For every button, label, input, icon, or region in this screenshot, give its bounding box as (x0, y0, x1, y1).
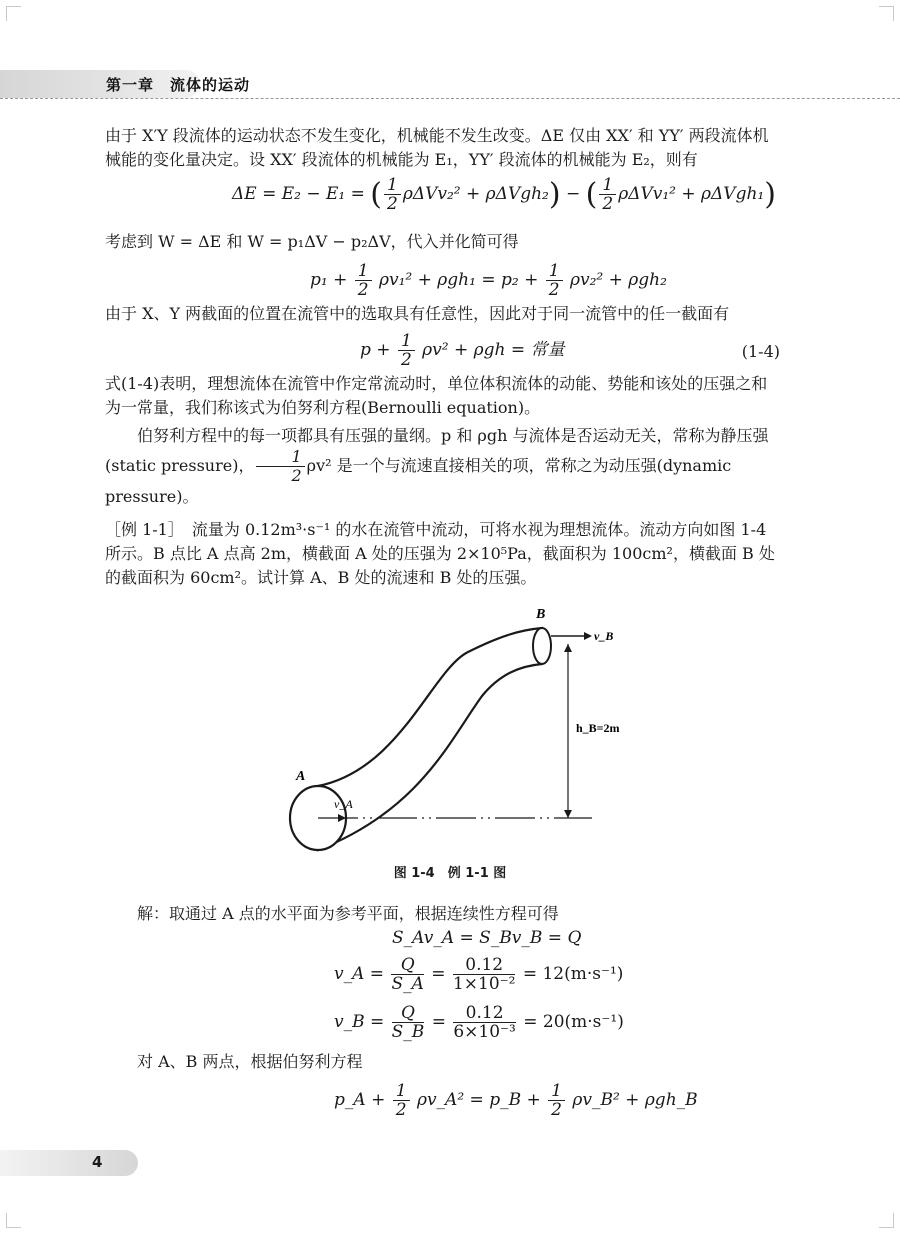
equation-bernoulli-two-sections (310, 262, 667, 299)
page-corner-mark (6, 6, 21, 21)
fraction-value-B: $\frac{0.12}{\text{6×10⁻³}}$ (453, 1003, 516, 1042)
page-corner-mark (6, 1213, 21, 1228)
eq1-lparen: ( (370, 177, 383, 212)
label-B: B (536, 607, 546, 622)
half-fraction: $\frac{1}{2}$ (393, 1082, 410, 1119)
equation-continuity: S_Av_A = S_Bv_B = Q (392, 928, 582, 948)
eq1-minus: − (566, 184, 581, 204)
label-vA: v_A (334, 797, 353, 811)
p5-part-b: ρv² 是一个与流速直接相关的项，常称之为动压强(dynamic pressure)。 (105, 456, 732, 506)
paragraph-arbitrary-section: 由于 X、Y 两截面的位置在流管中的选取具有任意性，因此对于同一流管中的任一截面有 (105, 304, 730, 323)
fraction-Q-over-SB: $\frac{Q}{S\_B}$ (391, 1003, 425, 1042)
half-fraction: $\frac{1}{2}$ (546, 262, 563, 299)
eq1-lhs: ΔE = E₂ − E₁ = (232, 184, 365, 204)
eq6-lhs: v_B = (334, 1012, 385, 1032)
equation-velocity-B (334, 1004, 624, 1041)
solution-bernoulli-intro: 对 A、B 两点，根据伯努利方程 (137, 1052, 363, 1071)
eq2-part-b: ρv₁² + ρgh₁ = p₂ + (379, 270, 539, 290)
dimension-arrow-down-icon (564, 810, 572, 818)
dimension-arrow-up-icon (564, 644, 572, 652)
eq6-result: = 20(m·s⁻¹) (523, 1012, 624, 1032)
cross-section-B (533, 628, 551, 664)
eq2-part-c: ρv₂² + ρgh₂ (569, 270, 667, 290)
label-vB: v_B (594, 629, 614, 643)
half-fraction: $\frac{1}{2}$ (384, 176, 401, 213)
paragraph-intro: 由于 X′Y 段流体的运动状态不发生变化，机械能不发生改变。ΔE 仅由 XX′ 和 YY′ 两段流体机械能的变化量决定。设 XX′ 段流体的机械能为 E₁，YY′ 段流体的机械能为 E₂，则有 (105, 126, 769, 169)
page-number-tab (0, 1150, 138, 1176)
equation-bernoulli-AB (334, 1082, 698, 1119)
eq7-part-b: ρv_A² = p_B + (416, 1090, 541, 1110)
label-hB: h_B=2m (576, 721, 620, 735)
eq7-part-c: ρv_B² + ρgh_B (572, 1090, 698, 1110)
page-corner-mark (879, 6, 894, 21)
eq3-part-a: p + (360, 340, 391, 360)
fraction-value-A: $\frac{0.12}{\text{1×10⁻²}}$ (452, 955, 516, 994)
eq1-rparen: ) (548, 177, 561, 212)
flow-tube-body (318, 628, 542, 850)
eq1-term1: ρΔVv₂² + ρΔVgh₂ (402, 184, 549, 204)
eq1-rparen: ) (764, 177, 776, 212)
equation-energy-change (232, 176, 776, 213)
half-fraction: $\frac{1}{2}$ (256, 448, 304, 485)
label-A: A (296, 769, 306, 784)
eq7-part-a: p_A + (334, 1090, 386, 1110)
eq5-result: = 12(m·s⁻¹) (522, 964, 624, 984)
example-1-1: ［例 1-1］ 流量为 0.12m³·s⁻¹ 的水在流管中流动，可将水视为理想流体。流动方向如图 1-4 所示。B 点比 A 点高 2m，横截面 A 处的压强为 2×10⁵Pa，截面积为 100cm²，横截面 B 处的截面积为 60cm²。试计算 A、B 处的流速和 B 处的压强。 (105, 520, 775, 587)
solution-intro: 解：取通过 A 点的水平面为参考平面，根据连续性方程可得 (137, 904, 559, 923)
half-fraction: $\frac{1}{2}$ (398, 332, 415, 369)
equation-number: (1-4) (741, 342, 780, 361)
equation-velocity-A (334, 956, 623, 993)
eq2-part-a: p₁ + (310, 270, 348, 290)
p5-part-a: 伯努利方程中的每一项都具有压强的量纲。p 和 ρgh 与流体是否运动无关，常称为静压强(static pressure)， (105, 426, 769, 475)
figure-flow-tube (0, 600, 900, 860)
arrow-vB-icon (584, 632, 592, 640)
half-fraction: $\frac{1}{2}$ (548, 1082, 565, 1119)
paragraph-pressure-terms (105, 424, 777, 509)
figure-caption: 图 1-4 例 1-1 图 (393, 866, 507, 881)
chapter-title: 第一章 流体的运动 (106, 76, 251, 94)
fraction-Q-over-SA: $\frac{Q}{S\_A}$ (391, 955, 424, 994)
paragraph-work: 考虑到 W = ΔE 和 W = p₁ΔV − p₂ΔV，代入并化简可得 (105, 232, 519, 251)
half-fraction: $\frac{1}{2}$ (355, 262, 372, 299)
eq6-equals: = (431, 1012, 446, 1032)
half-fraction: $\frac{1}{2}$ (599, 176, 616, 213)
header-divider (0, 98, 900, 99)
equation-bernoulli (360, 332, 565, 369)
page-corner-mark (879, 1213, 894, 1228)
eq1-lparen: ( (585, 177, 598, 212)
page-number: 4 (92, 1153, 103, 1171)
eq5-equals: = (431, 964, 446, 984)
eq3-part-b: ρv² + ρgh = 常量 (422, 340, 565, 360)
eq5-lhs: v_A = (334, 964, 385, 984)
paragraph-bernoulli-meaning: 式(1-4)表明，理想流体在流管中作定常流动时，单位体积流体的动能、势能和该处的压强之和为一常量，我们称该式为伯努利方程(Bernoulli equation)。 (105, 374, 768, 417)
eq1-term2: ρΔVv₁² + ρΔVgh₁ (618, 184, 765, 204)
